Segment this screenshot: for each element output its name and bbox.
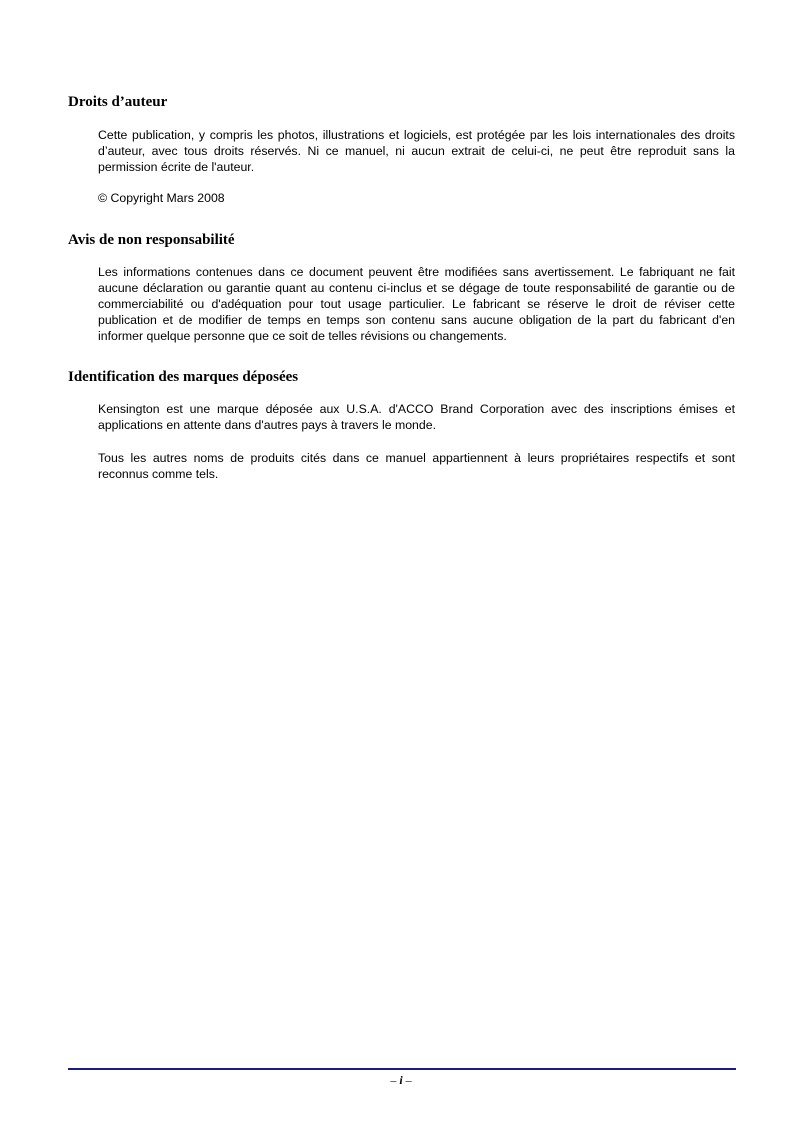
section-heading-copyright: Droits d’auteur: [68, 94, 168, 110]
section-copyright: [68, 93, 736, 206]
trademark-paragraph-kensington: Kensington est une marque déposée aux U.S.A. d'ACCO Brand Corporation avec des inscriptions émises et applications en attente dans d'autres pays à travers le monde.: [98, 402, 735, 432]
copyright-notice: © Copyright Mars 2008: [98, 191, 225, 205]
section-heading-trademarks: Identification des marques déposées: [68, 369, 299, 385]
trademark-paragraph-others: Tous les autres noms de produits cités dans ce manuel appartiennent à leurs propriétaires respectifs et sont reconnus comme tels.: [98, 451, 735, 481]
page-number-suffix: –: [402, 1073, 412, 1087]
section-trademarks: [68, 368, 736, 482]
page-number-prefix: –: [390, 1073, 400, 1087]
copyright-paragraph: Cette publication, y compris les photos, illustrations et logiciels, est protégée par les lois internationales des droits d’auteur, avec tous droits réservés. Ni ce manuel, ni aucun extrait de celui-ci, ne peut être reproduit sans la permission écrite de l'auteur.: [98, 128, 735, 174]
section-heading-disclaimer: Avis de non responsabilité: [68, 232, 235, 248]
disclaimer-paragraph: Les informations contenues dans ce document peuvent être modifiées sans avertissement. Le fabriquant ne fait aucune déclaration ou garantie quant au contenu ci-inclus et se dégage de toute responsabilité de garantie ou de commerciabilité ou d'adéquation pour tout usage particulier. Le fabricant se réserve le droit de réviser cette publication et de modifier de temps en temps son contenu sans aucune obligation de la part du fabricant d'en informer quelque personne que ce soit de telles révisions ou changements.: [98, 265, 735, 343]
page-number: [0, 1073, 802, 1088]
footer-rule: [68, 1068, 736, 1070]
section-disclaimer: [68, 231, 736, 344]
page-number-value: i: [399, 1073, 403, 1087]
